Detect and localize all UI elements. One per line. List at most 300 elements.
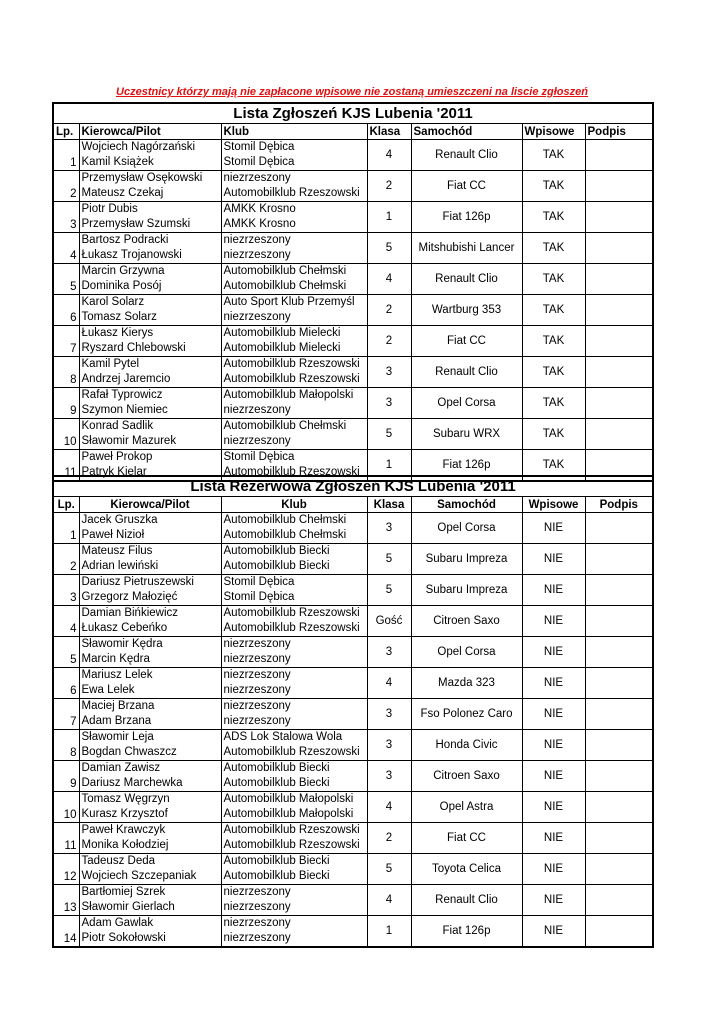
header-sign: Podpis xyxy=(585,497,653,513)
header-car: Samochód xyxy=(411,497,522,513)
table-row xyxy=(53,575,653,606)
driver-name: Paweł Krawczyk xyxy=(81,824,166,836)
car-cell: Subaru Impreza xyxy=(411,544,522,575)
signature-cell xyxy=(585,233,653,264)
pilot-name: Kurasz Krzysztof xyxy=(81,808,168,820)
driver-name: Dariusz Pietruszewski xyxy=(81,576,194,588)
table-row xyxy=(53,171,653,202)
fee-cell: NIE xyxy=(522,885,585,916)
club-cell xyxy=(221,419,367,450)
car-cell: Fiat 126p xyxy=(411,202,522,233)
car-cell: Mazda 323 xyxy=(411,668,522,699)
signature-cell xyxy=(585,792,653,823)
klasa-cell: 3 xyxy=(367,730,411,761)
row-number: 11 xyxy=(53,450,79,482)
klasa-cell: 4 xyxy=(367,792,411,823)
driver-club: niezrzeszony xyxy=(223,700,291,712)
crew-cell xyxy=(79,916,221,948)
fee-cell: NIE xyxy=(522,575,585,606)
row-number: 11 xyxy=(53,823,79,854)
fee-cell: NIE xyxy=(522,668,585,699)
driver-name: Paweł Prokop xyxy=(81,451,153,463)
table-row xyxy=(53,854,653,885)
table-row xyxy=(53,699,653,730)
driver-name: Sławomir Leja xyxy=(81,731,154,743)
fee-cell: TAK xyxy=(522,357,585,388)
driver-club: Automobilklub Rzeszowski xyxy=(223,358,360,370)
club-cell xyxy=(221,171,367,202)
header-sign: Podpis xyxy=(585,124,653,140)
signature-cell xyxy=(585,699,653,730)
table-row xyxy=(53,513,653,544)
row-number: 4 xyxy=(53,606,79,637)
pilot-club: niezrzeszony xyxy=(223,435,291,447)
driver-club: niezrzeszony xyxy=(223,886,291,898)
row-number: 8 xyxy=(53,730,79,761)
driver-name: Mateusz Filus xyxy=(81,545,153,557)
klasa-cell: 4 xyxy=(367,140,411,171)
fee-cell: TAK xyxy=(522,140,585,171)
row-number: 2 xyxy=(53,544,79,575)
pilot-club: Stomil Dębica xyxy=(223,156,295,168)
crew-cell xyxy=(79,885,221,916)
signature-cell xyxy=(585,854,653,885)
car-cell: Toyota Celica xyxy=(411,854,522,885)
crew-cell xyxy=(79,419,221,450)
car-cell: Opel Corsa xyxy=(411,388,522,419)
klasa-cell: 5 xyxy=(367,575,411,606)
crew-cell xyxy=(79,761,221,792)
table-row xyxy=(53,606,653,637)
crew-cell xyxy=(79,544,221,575)
driver-club: Automobilklub Biecki xyxy=(223,762,330,774)
pilot-club: niezrzeszony xyxy=(223,653,291,665)
pilot-name: Bogdan Chwaszcz xyxy=(81,746,177,758)
driver-club: Automobilklub Małopolski xyxy=(223,389,354,401)
pilot-club: niezrzeszony xyxy=(223,901,291,913)
signature-cell xyxy=(585,140,653,171)
crew-cell xyxy=(79,854,221,885)
klasa-cell: 5 xyxy=(367,233,411,264)
klasa-cell: 4 xyxy=(367,264,411,295)
car-cell: Fso Polonez Caro xyxy=(411,699,522,730)
driver-name: Bartłomiej Szrek xyxy=(81,886,166,898)
klasa-cell: 1 xyxy=(367,450,411,482)
driver-club: niezrzeszony xyxy=(223,917,291,929)
row-number: 9 xyxy=(53,761,79,792)
row-number: 8 xyxy=(53,357,79,388)
table-row xyxy=(53,357,653,388)
pilot-club: niezrzeszony xyxy=(223,404,291,416)
pilot-name: Monika Kołodziej xyxy=(81,839,169,851)
pilot-name: Paweł Nizioł xyxy=(81,529,145,541)
car-cell: Fiat CC xyxy=(411,823,522,854)
signature-cell xyxy=(585,326,653,357)
pilot-club: Automobilklub Chełmski xyxy=(223,280,347,292)
pilot-name: Patryk Kielar xyxy=(81,466,147,478)
club-cell xyxy=(221,544,367,575)
pilot-club: niezrzeszony xyxy=(223,684,291,696)
car-cell: Renault Clio xyxy=(411,264,522,295)
pilot-name: Przemysław Szumski xyxy=(81,218,191,230)
table-row xyxy=(53,388,653,419)
pilot-club: Automobilklub Biecki xyxy=(223,870,330,882)
klasa-cell: 3 xyxy=(367,513,411,544)
pilot-club: Automobilklub Rzeszowski xyxy=(223,622,360,634)
klasa-cell: 4 xyxy=(367,668,411,699)
club-cell xyxy=(221,513,367,544)
driver-name: Jacek Gruszka xyxy=(81,514,158,526)
fee-cell: TAK xyxy=(522,264,585,295)
table-row xyxy=(53,544,653,575)
pilot-name: Ryszard Chlebowski xyxy=(81,342,186,354)
signature-cell xyxy=(585,730,653,761)
pilot-name: Piotr Sokołowski xyxy=(81,932,166,944)
reserve-list-table xyxy=(52,475,654,948)
signature-cell xyxy=(585,388,653,419)
fee-cell: NIE xyxy=(522,513,585,544)
driver-club: Stomil Dębica xyxy=(223,576,295,588)
club-cell xyxy=(221,823,367,854)
row-number: 12 xyxy=(53,854,79,885)
driver-name: Tomasz Węgrzyn xyxy=(81,793,170,805)
klasa-cell: 5 xyxy=(367,854,411,885)
fee-cell: TAK xyxy=(522,419,585,450)
driver-club: ADS Lok Stalowa Wola xyxy=(223,731,343,743)
header-lp: Lp. xyxy=(53,124,79,140)
pilot-name: Kamil Książek xyxy=(81,156,154,168)
signature-cell xyxy=(585,419,653,450)
row-number: 2 xyxy=(53,171,79,202)
table-row xyxy=(53,885,653,916)
header-klasa: Klasa xyxy=(367,497,411,513)
fee-cell: NIE xyxy=(522,823,585,854)
pilot-name: Łukasz Cebeńko xyxy=(81,622,168,634)
table-row xyxy=(53,792,653,823)
pilot-club: Automobilklub Rzeszowski xyxy=(223,373,360,385)
klasa-cell: 3 xyxy=(367,761,411,792)
driver-club: AMKK Krosno xyxy=(223,203,296,215)
table-row xyxy=(53,233,653,264)
crew-cell xyxy=(79,637,221,668)
pilot-name: Mateusz Czekaj xyxy=(81,187,164,199)
fee-cell: TAK xyxy=(522,233,585,264)
table-row xyxy=(53,637,653,668)
club-cell xyxy=(221,233,367,264)
row-number: 10 xyxy=(53,792,79,823)
pilot-name: Grzegorz Małozięć xyxy=(81,591,178,603)
driver-club: Stomil Dębica xyxy=(223,451,295,463)
table-row xyxy=(53,295,653,326)
pilot-club: Automobilklub Biecki xyxy=(223,777,330,789)
fee-cell: NIE xyxy=(522,730,585,761)
car-cell: Subaru WRX xyxy=(411,419,522,450)
driver-club: niezrzeszony xyxy=(223,669,291,681)
car-cell: Mitshubishi Lancer xyxy=(411,233,522,264)
table-row xyxy=(53,326,653,357)
klasa-cell: 1 xyxy=(367,916,411,948)
car-cell: Renault Clio xyxy=(411,357,522,388)
pilot-name: Łukasz Trojanowski xyxy=(81,249,182,261)
club-cell xyxy=(221,761,367,792)
driver-name: Sławomir Kędra xyxy=(81,638,163,650)
fee-cell: NIE xyxy=(522,792,585,823)
car-cell: Opel Corsa xyxy=(411,637,522,668)
table-row xyxy=(53,823,653,854)
row-number: 1 xyxy=(53,513,79,544)
header-club: Klub xyxy=(221,497,367,513)
crew-cell xyxy=(79,699,221,730)
driver-name: Konrad Sadlik xyxy=(81,420,154,432)
driver-name: Rafał Typrowicz xyxy=(81,389,163,401)
crew-cell xyxy=(79,730,221,761)
row-number: 5 xyxy=(53,264,79,295)
header-klasa: Klasa xyxy=(367,124,411,140)
klasa-cell: 2 xyxy=(367,823,411,854)
club-cell xyxy=(221,606,367,637)
club-cell xyxy=(221,140,367,171)
fee-cell: NIE xyxy=(522,854,585,885)
row-number: 10 xyxy=(53,419,79,450)
signature-cell xyxy=(585,637,653,668)
pilot-club: Automobilklub Chełmski xyxy=(223,529,347,541)
pilot-name: Tomasz Solarz xyxy=(81,311,157,323)
fee-cell: TAK xyxy=(522,202,585,233)
main-list-title: Lista Zgłoszeń KJS Lubenia '2011 xyxy=(53,103,653,124)
fee-cell: NIE xyxy=(522,699,585,730)
header-crew: Kierowca/Pilot xyxy=(79,124,221,140)
club-cell xyxy=(221,854,367,885)
signature-cell xyxy=(585,575,653,606)
row-number: 9 xyxy=(53,388,79,419)
pilot-club: niezrzeszony xyxy=(223,311,291,323)
signature-cell xyxy=(585,668,653,699)
pilot-club: AMKK Krosno xyxy=(223,218,296,230)
driver-club: Automobilklub Biecki xyxy=(223,545,330,557)
crew-cell xyxy=(79,295,221,326)
driver-club: Automobilklub Rzeszowski xyxy=(223,824,360,836)
club-cell xyxy=(221,730,367,761)
crew-cell xyxy=(79,668,221,699)
row-number: 4 xyxy=(53,233,79,264)
club-cell xyxy=(221,202,367,233)
row-number: 6 xyxy=(53,295,79,326)
club-cell xyxy=(221,668,367,699)
car-cell: Subaru Impreza xyxy=(411,575,522,606)
header-car: Samochód xyxy=(411,124,522,140)
club-cell xyxy=(221,885,367,916)
pilot-club: Automobilklub Rzeszowski xyxy=(223,466,360,478)
car-cell: Honda Civic xyxy=(411,730,522,761)
driver-club: Automobilklub Chełmski xyxy=(223,420,347,432)
fee-cell: NIE xyxy=(522,544,585,575)
klasa-cell: 3 xyxy=(367,637,411,668)
fee-cell: NIE xyxy=(522,761,585,792)
crew-cell xyxy=(79,357,221,388)
table-row xyxy=(53,668,653,699)
car-cell: Citroen Saxo xyxy=(411,761,522,792)
klasa-cell: 3 xyxy=(367,357,411,388)
driver-name: Kamil Pytel xyxy=(81,358,140,370)
reserve-list-title: Lista Rezerwowa Zgłoszeń KJS Lubenia '2011 xyxy=(53,476,653,497)
header-fee: Wpisowe xyxy=(522,497,585,513)
pilot-name: Adrian lewiński xyxy=(81,560,159,572)
club-cell xyxy=(221,792,367,823)
crew-cell xyxy=(79,388,221,419)
car-cell: Wartburg 353 xyxy=(411,295,522,326)
pilot-name: Marcin Kędra xyxy=(81,653,150,665)
pilot-club: Automobilklub Rzeszowski xyxy=(223,187,360,199)
row-number: 3 xyxy=(53,202,79,233)
klasa-cell: 4 xyxy=(367,885,411,916)
row-number: 3 xyxy=(53,575,79,606)
car-cell: Fiat 126p xyxy=(411,450,522,482)
fee-cell: TAK xyxy=(522,326,585,357)
driver-name: Przemysław Osękowski xyxy=(81,172,203,184)
pilot-name: Adam Brzana xyxy=(81,715,152,727)
pilot-name: Szymon Niemiec xyxy=(81,404,168,416)
driver-club: niezrzeszony xyxy=(223,638,291,650)
klasa-cell: Gość xyxy=(367,606,411,637)
car-cell: Citroen Saxo xyxy=(411,606,522,637)
table-row xyxy=(53,140,653,171)
pilot-club: Stomil Dębica xyxy=(223,591,295,603)
driver-club: Automobilklub Rzeszowski xyxy=(223,607,360,619)
pilot-name: Dariusz Marchewka xyxy=(81,777,183,789)
car-cell: Fiat CC xyxy=(411,326,522,357)
row-number: 7 xyxy=(53,699,79,730)
crew-cell xyxy=(79,823,221,854)
driver-club: niezrzeszony xyxy=(223,234,291,246)
driver-club: Automobilklub Chełmski xyxy=(223,514,347,526)
club-cell xyxy=(221,637,367,668)
pilot-name: Wojciech Szczepaniak xyxy=(81,870,197,882)
table-row xyxy=(53,264,653,295)
row-number: 7 xyxy=(53,326,79,357)
fee-cell: TAK xyxy=(522,295,585,326)
driver-name: Marcin Grzywna xyxy=(81,265,165,277)
driver-name: Mariusz Lelek xyxy=(81,669,153,681)
header-fee: Wpisowe xyxy=(522,124,585,140)
crew-cell xyxy=(79,326,221,357)
pilot-club: Automobilklub Małopolski xyxy=(223,808,354,820)
driver-name: Damian Zawisz xyxy=(81,762,161,774)
fee-cell: NIE xyxy=(522,916,585,948)
driver-name: Wojciech Nagórzański xyxy=(81,141,196,153)
club-cell xyxy=(221,699,367,730)
crew-cell xyxy=(79,202,221,233)
fee-cell: TAK xyxy=(522,171,585,202)
pilot-club: niezrzeszony xyxy=(223,715,291,727)
driver-name: Damian Bińkiewicz xyxy=(81,607,179,619)
fee-cell: NIE xyxy=(522,606,585,637)
crew-cell xyxy=(79,233,221,264)
table-row xyxy=(53,202,653,233)
pilot-name: Dominika Posój xyxy=(81,280,162,292)
driver-name: Łukasz Kierys xyxy=(81,327,154,339)
driver-club: niezrzeszony xyxy=(223,172,291,184)
crew-cell xyxy=(79,513,221,544)
car-cell: Opel Corsa xyxy=(411,513,522,544)
table-row xyxy=(53,730,653,761)
klasa-cell: 3 xyxy=(367,699,411,730)
klasa-cell: 2 xyxy=(367,326,411,357)
signature-cell xyxy=(585,202,653,233)
signature-cell xyxy=(585,357,653,388)
car-cell: Renault Clio xyxy=(411,140,522,171)
club-cell xyxy=(221,916,367,948)
table-row xyxy=(53,761,653,792)
driver-name: Karol Solarz xyxy=(81,296,145,308)
pilot-name: Sławomir Mazurek xyxy=(81,435,177,447)
car-cell: Fiat CC xyxy=(411,171,522,202)
row-number: 14 xyxy=(53,916,79,948)
signature-cell xyxy=(585,606,653,637)
pilot-name: Sławomir Gierlach xyxy=(81,901,175,913)
crew-cell xyxy=(79,792,221,823)
car-cell: Opel Astra xyxy=(411,792,522,823)
header-club: Klub xyxy=(221,124,367,140)
pilot-name: Andrzej Jaremcio xyxy=(81,373,171,385)
pilot-club: Automobilklub Rzeszowski xyxy=(223,746,360,758)
signature-cell xyxy=(585,916,653,948)
driver-club: Stomil Dębica xyxy=(223,141,295,153)
fee-cell: TAK xyxy=(522,450,585,482)
club-cell xyxy=(221,388,367,419)
crew-cell xyxy=(79,140,221,171)
header-lp: Lp. xyxy=(53,497,79,513)
row-number: 5 xyxy=(53,637,79,668)
main-entry-list-table xyxy=(52,102,654,482)
fee-cell: NIE xyxy=(522,637,585,668)
club-cell xyxy=(221,326,367,357)
fee-cell: TAK xyxy=(522,388,585,419)
klasa-cell: 5 xyxy=(367,419,411,450)
pilot-club: Automobilklub Rzeszowski xyxy=(223,839,360,851)
crew-cell xyxy=(79,264,221,295)
row-number: 13 xyxy=(53,885,79,916)
klasa-cell: 2 xyxy=(367,295,411,326)
car-cell: Fiat 126p xyxy=(411,916,522,948)
pilot-club: niezrzeszony xyxy=(223,249,291,261)
signature-cell xyxy=(585,295,653,326)
signature-cell xyxy=(585,823,653,854)
klasa-cell: 3 xyxy=(367,388,411,419)
driver-club: Automobilklub Małopolski xyxy=(223,793,354,805)
table-row xyxy=(53,916,653,948)
driver-club: Auto Sport Klub Przemyśl xyxy=(223,296,355,308)
driver-name: Tadeusz Deda xyxy=(81,855,156,867)
signature-cell xyxy=(585,171,653,202)
club-cell xyxy=(221,357,367,388)
klasa-cell: 2 xyxy=(367,171,411,202)
signature-cell xyxy=(585,761,653,792)
table-row xyxy=(53,419,653,450)
crew-cell xyxy=(79,575,221,606)
pilot-name: Ewa Lelek xyxy=(81,684,135,696)
driver-name: Bartosz Podracki xyxy=(81,234,169,246)
club-cell xyxy=(221,575,367,606)
unpaid-fee-notice: Uczestnicy którzy mają nie zapłacone wpisowe nie zostaną umieszczeni na liscie zgłoszeń xyxy=(116,86,588,98)
row-number: 6 xyxy=(53,668,79,699)
signature-cell xyxy=(585,885,653,916)
driver-name: Adam Gawlak xyxy=(81,917,154,929)
row-number: 1 xyxy=(53,140,79,171)
pilot-club: Automobilklub Biecki xyxy=(223,560,330,572)
signature-cell xyxy=(585,264,653,295)
driver-name: Piotr Dubis xyxy=(81,203,138,215)
driver-club: Automobilklub Chełmski xyxy=(223,265,347,277)
